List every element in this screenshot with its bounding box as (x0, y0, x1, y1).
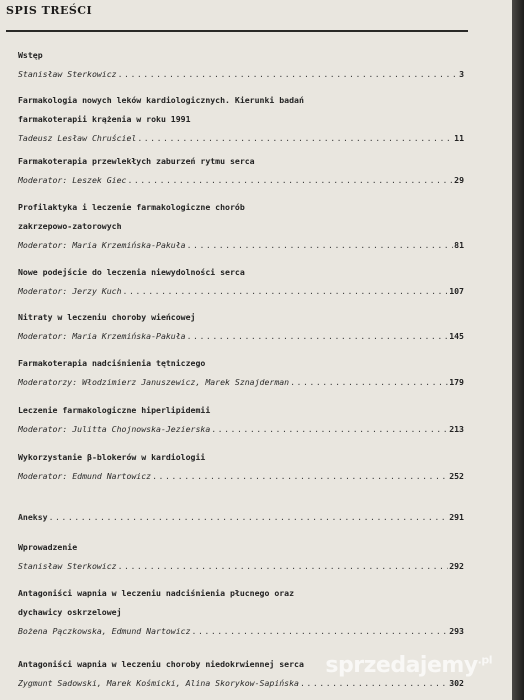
toc-entry-title: Antagoniści wapnia w leczeniu choroby niedokrwiennej serca (18, 659, 304, 669)
toc-entry-author: Tadeusz Lesław Chruściel (18, 133, 137, 143)
dot-leader (290, 373, 448, 392)
dot-leader (187, 236, 454, 255)
toc-entry-author-line (18, 373, 464, 392)
book-spine-shadow (512, 0, 524, 700)
dot-leader (211, 420, 448, 439)
dot-leader (137, 129, 453, 148)
toc-entry-author: Moderator: Jerzy Kuch (18, 286, 122, 296)
toc-entry-title: Leczenie farmakologiczne hiperlipidemii (18, 405, 211, 415)
toc-entry (18, 152, 464, 190)
toc-entry-author-line (18, 557, 464, 576)
toc-entry-title: Nitraty w leczeniu choroby wieńcowej (18, 312, 196, 322)
toc-entry-author: Bożena Pączkowska, Edmund Nartowicz (18, 626, 191, 636)
toc-entry-author: Moderator: Edmund Nartowicz (18, 471, 152, 481)
toc-entry-page-number: 3 (459, 69, 464, 79)
toc-entry-title: Farmakologia nowych leków kardiologicznych. Kierunki badań (18, 95, 304, 105)
toc-entry (18, 91, 464, 148)
dot-leader (118, 65, 458, 84)
toc-entry (18, 401, 464, 439)
toc-entry-author-line (18, 171, 464, 190)
toc-entry-author: Aneksy (18, 512, 48, 522)
dot-leader (152, 467, 448, 486)
toc-entry-title: Nowe podejście do leczenia niewydolności serca (18, 267, 245, 277)
toc-entry-page-number: 292 (449, 561, 464, 571)
toc-entry (18, 448, 464, 486)
title-rule (6, 30, 468, 32)
toc-entry-author: Moderator: Maria Krzemińska-Pakuła (18, 331, 186, 341)
toc-entry-title: farmakoterapii krążenia w roku 1991 (18, 114, 191, 124)
toc-entry (18, 198, 464, 255)
toc-entry-page-number: 291 (449, 512, 464, 522)
toc-entry-title: Wykorzystanie β-blokerów w kardiologii (18, 452, 206, 462)
toc-entry (18, 508, 464, 527)
toc-entry-author-line (18, 467, 464, 486)
toc-entry-title: Antagoniści wapnia w leczeniu nadciśnienia płucnego oraz (18, 588, 295, 598)
toc-entry-author-line (18, 65, 464, 84)
dot-leader (187, 327, 449, 346)
dot-leader (49, 508, 449, 527)
dot-leader (118, 557, 449, 576)
toc-entry-page-number: 107 (449, 286, 464, 296)
toc-entry-page-number: 179 (449, 377, 464, 387)
toc-entry-page-number: 29 (454, 175, 464, 185)
toc-entry-author: Zygmunt Sadowski, Marek Kośmicki, Alina Skorykow-Sapińska (18, 678, 299, 688)
toc-entry-author: Stanisław Sterkowicz (18, 69, 117, 79)
watermark-text: sprzedajemy (325, 653, 478, 678)
toc-entry-author-line (18, 236, 464, 255)
toc-entry (18, 584, 464, 641)
toc-entry-page-number: 145 (449, 331, 464, 341)
toc-entry-author-line (18, 129, 464, 148)
watermark (325, 653, 492, 678)
dot-leader (192, 622, 449, 641)
toc-entry-author-line (18, 282, 464, 301)
toc-entry-author-line (18, 420, 464, 439)
toc-entry-author-line (18, 327, 464, 346)
toc-entry-author: Moderator: Leszek Giec (18, 175, 127, 185)
toc-entry (18, 354, 464, 392)
dot-leader (127, 171, 453, 190)
toc-entry-page-number: 11 (454, 133, 464, 143)
toc-entry-author: Moderatorzy: Włodzimierz Januszewicz, Marek Sznajderman (18, 377, 290, 387)
watermark-tld: .pl (477, 653, 492, 667)
toc-entry-title: Wstęp (18, 50, 43, 60)
dot-leader (123, 282, 449, 301)
toc-entry-author: Moderator: Maria Krzemińska-Pakuła (18, 240, 186, 250)
toc-entry-title: Farmakoterapia przewlekłych zaburzeń rytmu serca (18, 156, 255, 166)
toc-entry-title: zakrzepowo-zatorowych (18, 221, 122, 231)
toc-entry-author-line (18, 622, 464, 641)
toc-entry-title: dychawicy oskrzelowej (18, 607, 122, 617)
toc-entry-title: Farmakoterapia nadciśnienia tętniczego (18, 358, 206, 368)
toc-entry (18, 308, 464, 346)
toc-entry-page-number: 81 (454, 240, 464, 250)
toc-entry-page-number: 302 (449, 678, 464, 688)
toc-entry-title: Profilaktyka i leczenie farmakologiczne chorób (18, 202, 245, 212)
toc-entry-page-number: 213 (449, 424, 464, 434)
page-title: SPIS TREŚCI (6, 4, 93, 17)
toc-entry-page-number: 293 (449, 626, 464, 636)
toc-entry-author-line (18, 508, 464, 527)
toc-entry-author: Moderator: Julitta Chojnowska-Jezierska (18, 424, 211, 434)
toc-entry-page-number: 252 (449, 471, 464, 481)
toc-entry (18, 263, 464, 301)
toc-entry-author: Stanisław Sterkowicz (18, 561, 117, 571)
toc-entry (18, 538, 464, 576)
toc-entry-title: Wprowadzenie (18, 542, 78, 552)
toc-entry (18, 46, 464, 84)
